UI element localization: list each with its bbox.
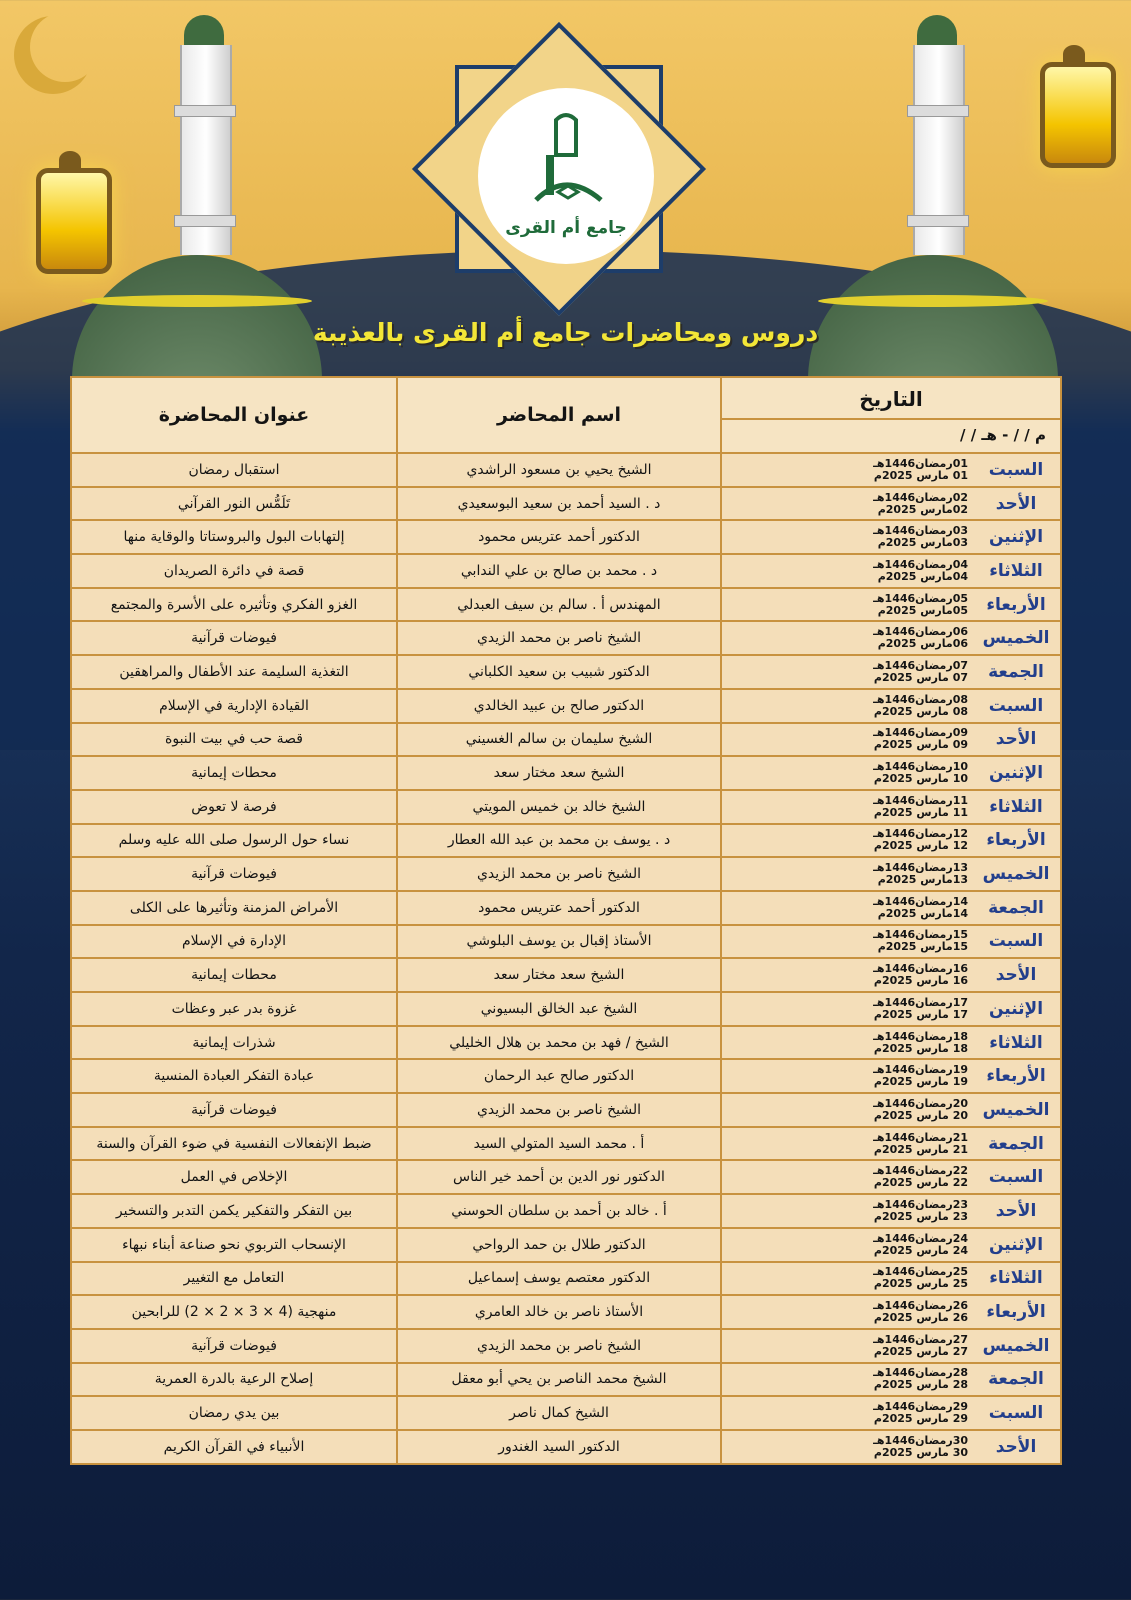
lecturer-cell: الشيخ ناصر بن محمد الزيدي [397,1329,721,1363]
table-row [71,487,1061,521]
title-cell: الأمراض المزمنة وتأثيرها على الكلى [71,891,397,925]
date-cell [721,1329,972,1363]
hijri-date: 11رمضان1446هـ [873,793,968,807]
date-cell [721,1262,972,1296]
minaret-left [180,45,232,255]
date-cell [721,925,972,959]
hijri-date: 24رمضان1446هـ [873,1231,968,1245]
date-column-header [721,377,1061,453]
lecturer-cell: أ . محمد السيد المتولي السيد [397,1127,721,1161]
table-row [71,1262,1061,1296]
lecturer-column-header: اسم المحاضر [397,377,721,453]
hijri-date: 21رمضان1446هـ [873,1130,968,1144]
title-cell: فيوضات قرآنية [71,857,397,891]
hijri-date: 01رمضان1446هـ [873,456,968,470]
day-cell: الأحد [972,1194,1061,1228]
title-cell: شذرات إيمانية [71,1026,397,1060]
gregorian-date: 29 مارس 2025م [873,1412,968,1426]
lantern-left-icon [36,168,112,274]
day-cell: الأربعاء [972,1059,1061,1093]
date-cell [721,487,972,521]
day-cell: الخميس [972,621,1061,655]
hijri-date: 07رمضان1446هـ [873,658,968,672]
gregorian-date: 16 مارس 2025م [873,974,968,988]
table-row [71,723,1061,757]
lecturer-cell: د . محمد بن صالح بن علي الندابي [397,554,721,588]
hijri-date: 05رمضان1446هـ [873,591,968,605]
lecturer-cell: المهندس أ . سالم بن سيف العبدلي [397,588,721,622]
table-row [71,1026,1061,1060]
lecturer-cell: د . السيد أحمد بن سعيد البوسعيدي [397,487,721,521]
gregorian-date: 22 مارس 2025م [873,1176,968,1190]
gregorian-date: 30 مارس 2025م [873,1445,968,1459]
table-row [71,790,1061,824]
lecturer-cell: الدكتور شبيب بن سعيد الكلباني [397,655,721,689]
day-cell: الثلاثاء [972,790,1061,824]
gregorian-date: 05مارس 2025م [877,603,968,617]
hijri-date: 04رمضان1446هـ [873,557,968,571]
date-cell [721,1295,972,1329]
day-cell: الإثنين [972,756,1061,790]
day-cell: الأحد [972,958,1061,992]
hijri-date: 22رمضان1446هـ [873,1164,968,1178]
day-cell: السبت [972,689,1061,723]
table-row [71,824,1061,858]
hijri-date: 25رمضان1446هـ [873,1265,968,1279]
lecturer-cell: الدكتور طلال بن حمد الرواحي [397,1228,721,1262]
lecturer-cell: الدكتور معتصم يوسف إسماعيل [397,1262,721,1296]
table-row [71,621,1061,655]
hijri-date: 16رمضان1446هـ [873,962,968,976]
lecturer-cell: الشيخ ناصر بن محمد الزيدي [397,621,721,655]
day-cell: الأربعاء [972,1295,1061,1329]
hijri-date: 23رمضان1446هـ [873,1197,968,1211]
date-cell [721,1093,972,1127]
lecturer-cell: الأستاذ إقبال بن يوسف البلوشي [397,925,721,959]
date-cell [721,992,972,1026]
date-cell [721,857,972,891]
lecturer-cell: الدكتور صالح بن عبيد الخالدي [397,689,721,723]
day-cell: الجمعة [972,1363,1061,1397]
table-row [71,1363,1061,1397]
lecturer-cell: الدكتور أحمد عتريس محمود [397,891,721,925]
date-header-label: التاريخ [722,380,1060,420]
gregorian-date: 27 مارس 2025م [873,1344,968,1358]
logo-text: جامع أم القرى [505,218,627,238]
day-cell: السبت [972,1396,1061,1430]
gregorian-date: 17 مارس 2025م [873,1007,968,1021]
hijri-date: 20رمضان1446هـ [873,1096,968,1110]
mosque-logo [478,88,654,264]
title-cell: بين التفكر والتفكير يكمن التدبر والتسخير [71,1194,397,1228]
date-cell [721,554,972,588]
lecturer-cell: الشيخ ناصر بن محمد الزيدي [397,857,721,891]
hijri-date: 06رمضان1446هـ [873,625,968,639]
gregorian-date: 07 مارس 2025م [873,670,968,684]
title-cell: الإخلاص في العمل [71,1160,397,1194]
date-cell [721,1430,972,1464]
title-cell: إلتهابات البول والبروستاتا والوقاية منها [71,520,397,554]
hijri-date: 09رمضان1446هـ [873,726,968,740]
lantern-right-icon [1040,62,1116,168]
title-cell: تَلَمُّس النور القرآني [71,487,397,521]
date-cell [721,689,972,723]
title-cell: استقبال رمضان [71,453,397,487]
hijri-date: 26رمضان1446هـ [873,1299,968,1313]
day-cell: الخميس [972,1329,1061,1363]
gregorian-date: 20 مارس 2025م [873,1108,968,1122]
lecturer-cell: الشيخ عبد الخالق البسيوني [397,992,721,1026]
gregorian-date: 19 مارس 2025م [873,1075,968,1089]
date-cell [721,1127,972,1161]
table-row [71,756,1061,790]
table-row [71,453,1061,487]
title-cell: نساء حول الرسول صلى الله عليه وسلم [71,824,397,858]
title-cell: فيوضات قرآنية [71,621,397,655]
hijri-date: 08رمضان1446هـ [873,692,968,706]
day-cell: الثلاثاء [972,1026,1061,1060]
hijri-date: 17رمضان1446هـ [873,995,968,1009]
date-cell [721,621,972,655]
title-cell: إصلاح الرعية بالدرة العمرية [71,1363,397,1397]
table-row [71,655,1061,689]
day-cell: الإثنين [972,992,1061,1026]
title-cell: الإدارة في الإسلام [71,925,397,959]
title-cell: فيوضات قرآنية [71,1329,397,1363]
gregorian-date: 15مارس 2025م [877,940,968,954]
date-cell [721,1194,972,1228]
gregorian-date: 21 مارس 2025م [873,1142,968,1156]
title-cell: القيادة الإدارية في الإسلام [71,689,397,723]
hijri-date: 03رمضان1446هـ [873,524,968,538]
date-header-sub: م / / - هـ / / [960,426,1046,444]
day-cell: الثلاثاء [972,554,1061,588]
gregorian-date: 23 مارس 2025م [873,1209,968,1223]
title-cell: منهجية (4 × 3 × 2 × 2) للرابحين [71,1295,397,1329]
lecturer-cell: الدكتور السيد الغندور [397,1430,721,1464]
table-row [71,554,1061,588]
date-cell [721,723,972,757]
hijri-date: 13رمضان1446هـ [873,861,968,875]
lecturer-cell: الدكتور أحمد عتريس محمود [397,520,721,554]
day-cell: الأحد [972,487,1061,521]
table-row [71,520,1061,554]
day-cell: السبت [972,453,1061,487]
table-row [71,1059,1061,1093]
table-row [71,958,1061,992]
hijri-date: 27رمضان1446هـ [873,1332,968,1346]
hijri-date: 18رمضان1446هـ [873,1029,968,1043]
lecturer-cell: الشيخ محمد الناصر بن يحي أبو معقل [397,1363,721,1397]
lecturer-cell: الشيخ خالد بن خميس المويتي [397,790,721,824]
lecturer-cell: أ . خالد بن أحمد بن سلطان الحوسني [397,1194,721,1228]
date-cell [721,1160,972,1194]
title-cell: فرصة لا تعوض [71,790,397,824]
table-row [71,1430,1061,1464]
gregorian-date: 01 مارس 2025م [873,468,968,482]
title-cell: الأنبياء في القرآن الكريم [71,1430,397,1464]
table-row [71,1228,1061,1262]
lecturer-cell: الدكتور نور الدين بن أحمد خير الناس [397,1160,721,1194]
gregorian-date: 25 مارس 2025م [873,1277,968,1291]
day-cell: الإثنين [972,520,1061,554]
date-cell [721,1396,972,1430]
table-header-row [71,377,1061,453]
page-title: دروس ومحاضرات جامع أم القرى بالعذيبة [312,318,819,347]
date-cell [721,891,972,925]
title-cell: التغذية السليمة عند الأطفال والمراهقين [71,655,397,689]
table-row [71,857,1061,891]
lecturer-cell: الشيخ يحيي بن مسعود الراشدي [397,453,721,487]
title-cell: قصة حب في بيت النبوة [71,723,397,757]
title-cell: عبادة التفكر العبادة المنسية [71,1059,397,1093]
day-cell: الأربعاء [972,824,1061,858]
table-row [71,1160,1061,1194]
hijri-date: 10رمضان1446هـ [873,760,968,774]
date-cell [721,1026,972,1060]
gregorian-date: 04مارس 2025م [877,569,968,583]
table-row [71,1127,1061,1161]
table-row [71,891,1061,925]
date-cell [721,655,972,689]
title-cell: بين يدي رمضان [71,1396,397,1430]
title-cell: التعامل مع التغيير [71,1262,397,1296]
date-cell [721,520,972,554]
day-cell: الخميس [972,857,1061,891]
day-cell: الجمعة [972,655,1061,689]
gregorian-date: 08 مارس 2025م [873,704,968,718]
day-cell: الأحد [972,723,1061,757]
day-cell: الأحد [972,1430,1061,1464]
hijri-date: 28رمضان1446هـ [873,1366,968,1380]
gregorian-date: 14مارس 2025م [877,906,968,920]
title-cell: قصة في دائرة الصريدان [71,554,397,588]
title-cell: فيوضات قرآنية [71,1093,397,1127]
gregorian-date: 06مارس 2025م [877,637,968,651]
date-cell [721,453,972,487]
crescent-moon-icon [30,12,100,82]
table-row [71,689,1061,723]
gregorian-date: 26 مارس 2025م [873,1311,968,1325]
gregorian-date: 03مارس 2025م [877,536,968,550]
gregorian-date: 11 مارس 2025م [873,805,968,819]
day-cell: الإثنين [972,1228,1061,1262]
day-cell: الجمعة [972,1127,1061,1161]
date-cell [721,1228,972,1262]
date-cell [721,1059,972,1093]
gregorian-date: 18 مارس 2025م [873,1041,968,1055]
title-cell: ضبط الإنفعالات النفسية في ضوء القرآن والسنة [71,1127,397,1161]
lecturer-cell: الدكتور صالح عبد الرحمان [397,1059,721,1093]
day-cell: الثلاثاء [972,1262,1061,1296]
date-cell [721,1363,972,1397]
gregorian-date: 09 مارس 2025م [873,738,968,752]
mosque-logo-icon [526,110,606,210]
hijri-date: 12رمضان1446هـ [873,827,968,841]
date-cell [721,756,972,790]
gregorian-date: 24 مارس 2025م [873,1243,968,1257]
day-cell: الجمعة [972,891,1061,925]
title-column-header: عنوان المحاضرة [71,377,397,453]
day-cell: الأربعاء [972,588,1061,622]
lecturer-cell: الشيخ كمال ناصر [397,1396,721,1430]
lecturer-cell: الشيخ سليمان بن سالم الغسيني [397,723,721,757]
hijri-date: 14رمضان1446هـ [873,894,968,908]
date-cell [721,790,972,824]
table-row [71,925,1061,959]
date-cell [721,824,972,858]
minaret-right [913,45,965,255]
hijri-date: 30رمضان1446هـ [873,1433,968,1447]
title-cell: محطات إيمانية [71,958,397,992]
gregorian-date: 12 مارس 2025م [873,839,968,853]
table-row [71,1093,1061,1127]
title-cell: محطات إيمانية [71,756,397,790]
table-row [71,1396,1061,1430]
date-cell [721,588,972,622]
hijri-date: 29رمضان1446هـ [873,1400,968,1414]
hijri-date: 02رمضان1446هـ [873,490,968,504]
gregorian-date: 02مارس 2025م [877,502,968,516]
gregorian-date: 28 مارس 2025م [873,1378,968,1392]
gregorian-date: 13مارس 2025م [877,873,968,887]
table-row [71,1194,1061,1228]
table-row [71,1295,1061,1329]
table-row [71,1329,1061,1363]
table-row [71,588,1061,622]
gregorian-date: 10 مارس 2025م [873,772,968,786]
lecturer-cell: د . يوسف بن محمد بن عبد الله العطار [397,824,721,858]
day-cell: السبت [972,1160,1061,1194]
day-cell: السبت [972,925,1061,959]
day-cell: الخميس [972,1093,1061,1127]
title-cell: غزوة بدر عبر وعظات [71,992,397,1026]
title-cell: الغزو الفكري وتأثيره على الأسرة والمجتمع [71,588,397,622]
lecturer-cell: الشيخ سعد مختار سعد [397,756,721,790]
hijri-date: 19رمضان1446هـ [873,1063,968,1077]
schedule-table [70,376,1062,1465]
table-row [71,992,1061,1026]
date-cell [721,958,972,992]
lecturer-cell: الشيخ / فهد بن محمد بن هلال الخليلي [397,1026,721,1060]
hijri-date: 15رمضان1446هـ [873,928,968,942]
title-cell: الإنسحاب التربوي نحو صناعة أبناء نبهاء [71,1228,397,1262]
lecturer-cell: الأستاذ ناصر بن خالد العامري [397,1295,721,1329]
lecturer-cell: الشيخ ناصر بن محمد الزيدي [397,1093,721,1127]
lecturer-cell: الشيخ سعد مختار سعد [397,958,721,992]
